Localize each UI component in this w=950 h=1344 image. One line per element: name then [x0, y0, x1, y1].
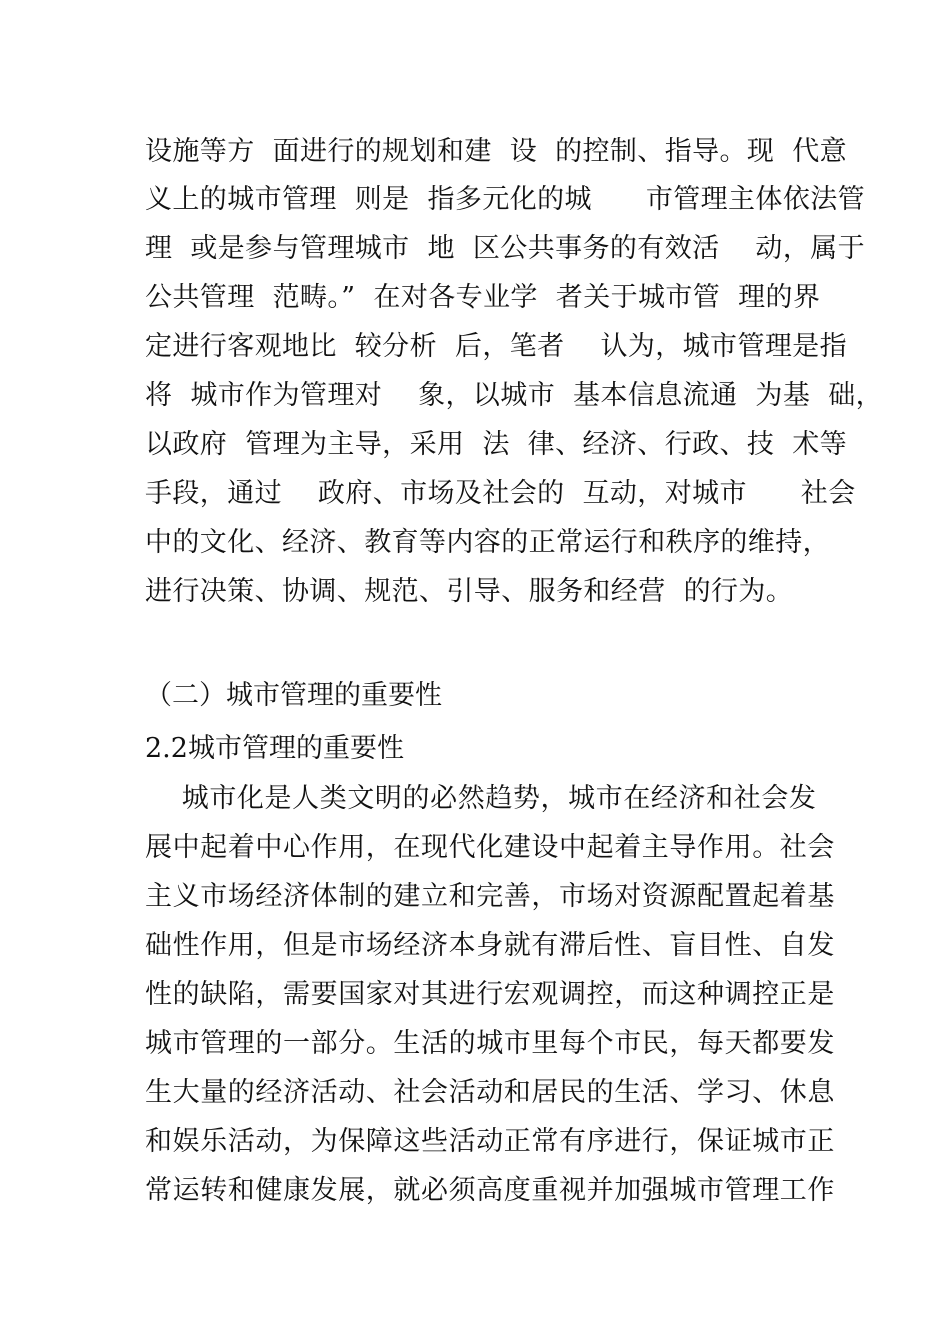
text-line: 公共管理 范畴。” 在对各专业学 者关于城市管 理的界 [145, 282, 821, 313]
text-line: 设施等方 面进行的规划和建 设 的控制、指导。现 代意 [145, 136, 848, 167]
text-line: 义上的城市管理 则是 指多元化的城 市管理主体依法管 [145, 184, 866, 215]
section-heading: （二）城市管理的重要性 [145, 680, 442, 711]
text-line: 主义市场经济体制的建立和完善，市场对资源配置起着基 [145, 881, 835, 912]
text-line: 将 城市作为管理对 象，以城市 基本信息流通 为基 础， [145, 380, 883, 411]
text-line: 城市管理的一部分。生活的城市里每个市民，每天都要发 [145, 1028, 835, 1059]
subsection-heading: 2.2城市管理的重要性 [145, 733, 404, 764]
text-line: 常运转和健康发展，就必须高度重视并加强城市管理工作 [145, 1175, 835, 1206]
text-line: 理 或是参与管理城市 地 区公共事务的有效活 动，属于 [145, 233, 866, 264]
text-line: 和娱乐活动，为保障这些活动正常有序进行，保证城市正 [145, 1126, 835, 1157]
text-line: 性的缺陷，需要国家对其进行宏观调控，而这种调控正是 [145, 979, 835, 1010]
text-line: 以政府 管理为主导，采用 法 律、经济、行政、技 术等 [145, 429, 848, 460]
text-line: 中的文化、经济、教育等内容的正常运行和秩序的维持， [145, 527, 830, 558]
text-line: 城市化是人类文明的必然趋势，城市在经济和社会发 [145, 783, 817, 814]
text-line: 手段，通过 政府、市场及社会的 互动，对城市 社会 [145, 478, 856, 509]
text-line: 定进行客观地比 较分析 后，笔者 认为，城市管理是指 [145, 331, 848, 362]
text-line: 生大量的经济活动、社会活动和居民的生活、学习、休息 [145, 1077, 835, 1108]
text-line: 础性作用，但是市场经济本身就有滞后性、盲目性、自发 [145, 930, 835, 961]
text-line: 进行决策、协调、规范、引导、服务和经营 的行为。 [145, 576, 794, 607]
text-line: 展中起着中心作用，在现代化建设中起着主导作用。社会 [145, 832, 835, 863]
